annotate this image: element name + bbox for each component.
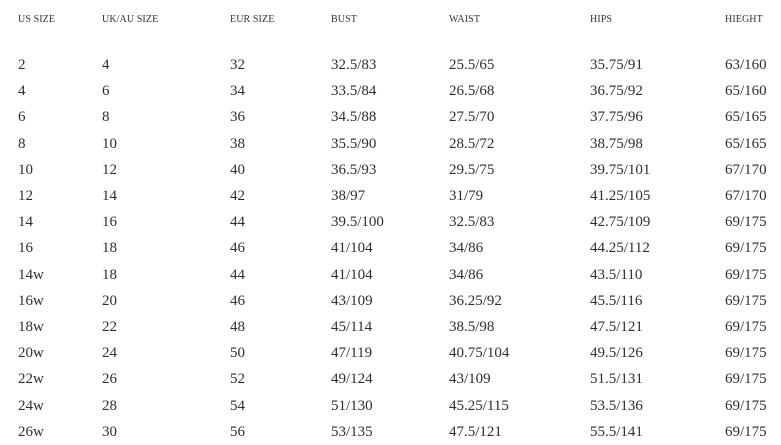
cell-height: 65/165 xyxy=(725,135,767,152)
cell-height: 69/175 xyxy=(725,423,767,440)
cell-uk-au-size: 4 xyxy=(102,57,110,73)
cell-hips: 44.25/112 xyxy=(590,240,650,257)
cell-waist: 34/86 xyxy=(449,266,484,283)
cell-eur-size: 36 xyxy=(230,109,245,126)
cell-waist: 45.25/115 xyxy=(449,397,509,414)
cell-height: 69/175 xyxy=(725,397,767,414)
cell-eur-size: 48 xyxy=(230,319,245,335)
cell-height: 67/170 xyxy=(725,188,767,204)
cell-eur-size: 52 xyxy=(230,371,245,388)
cell-waist: 47.5/121 xyxy=(449,423,502,440)
table-row xyxy=(0,159,781,181)
cell-us-size: 8 xyxy=(18,135,26,152)
cell-waist: 26.5/68 xyxy=(449,83,495,100)
cell-waist: 34/86 xyxy=(449,240,484,257)
cell-height: 69/175 xyxy=(725,345,767,362)
header-bust: BUST xyxy=(331,14,357,25)
cell-bust: 34.5/88 xyxy=(331,109,377,126)
cell-bust: 33.5/84 xyxy=(331,83,377,100)
cell-us-size: 6 xyxy=(18,109,26,126)
table-row xyxy=(0,290,781,312)
cell-hips: 45.5/116 xyxy=(590,292,643,309)
cell-uk-au-size: 30 xyxy=(102,423,117,440)
table-row xyxy=(0,264,781,286)
cell-eur-size: 46 xyxy=(230,292,245,309)
cell-height: 65/160 xyxy=(725,83,767,100)
cell-eur-size: 44 xyxy=(230,266,245,283)
cell-us-size: 16w xyxy=(18,292,44,309)
table-row xyxy=(0,368,781,390)
cell-eur-size: 50 xyxy=(230,345,245,362)
cell-hips: 55.5/141 xyxy=(590,423,643,440)
header-waist: WAIST xyxy=(449,14,481,25)
cell-bust: 35.5/90 xyxy=(331,135,377,152)
cell-height: 69/175 xyxy=(725,292,767,309)
cell-waist: 28.5/72 xyxy=(449,135,495,152)
cell-us-size: 14 xyxy=(18,214,33,231)
cell-eur-size: 54 xyxy=(230,397,245,414)
table-row xyxy=(0,185,781,207)
cell-eur-size: 56 xyxy=(230,423,245,440)
cell-eur-size: 44 xyxy=(230,214,245,231)
cell-hips: 35.75/91 xyxy=(590,57,643,73)
table-row xyxy=(0,316,781,338)
cell-bust: 32.5/83 xyxy=(331,57,377,73)
cell-uk-au-size: 20 xyxy=(102,292,117,309)
cell-bust: 47/119 xyxy=(331,345,373,362)
cell-hips: 41.25/105 xyxy=(590,188,651,204)
header-eur-size: EUR SIZE xyxy=(230,14,275,25)
table-row xyxy=(0,237,781,259)
table-row xyxy=(0,133,781,155)
cell-hips: 49.5/126 xyxy=(590,345,643,362)
cell-us-size: 24w xyxy=(18,397,44,414)
cell-bust: 36.5/93 xyxy=(331,161,377,178)
cell-waist: 29.5/75 xyxy=(449,161,495,178)
cell-uk-au-size: 18 xyxy=(102,240,117,257)
cell-waist: 38.5/98 xyxy=(449,319,495,335)
cell-hips: 42.75/109 xyxy=(590,214,651,231)
cell-us-size: 4 xyxy=(18,83,26,100)
cell-waist: 27.5/70 xyxy=(449,109,495,126)
cell-bust: 43/109 xyxy=(331,292,373,309)
cell-uk-au-size: 12 xyxy=(102,161,117,178)
cell-hips: 51.5/131 xyxy=(590,371,643,388)
cell-hips: 37.75/96 xyxy=(590,109,643,126)
cell-height: 65/165 xyxy=(725,109,767,126)
cell-height: 69/175 xyxy=(725,240,767,257)
cell-uk-au-size: 26 xyxy=(102,371,117,388)
header-us-size: US SIZE xyxy=(18,14,56,25)
cell-us-size: 26w xyxy=(18,423,44,440)
cell-waist: 43/109 xyxy=(449,371,491,388)
cell-height: 63/160 xyxy=(725,57,767,73)
cell-us-size: 22w xyxy=(18,371,44,388)
cell-eur-size: 40 xyxy=(230,161,245,178)
cell-height: 69/175 xyxy=(725,319,767,335)
cell-hips: 36.75/92 xyxy=(590,83,643,100)
table-row xyxy=(0,80,781,102)
table-row xyxy=(0,54,781,76)
cell-eur-size: 46 xyxy=(230,240,245,257)
table-row xyxy=(0,211,781,233)
cell-uk-au-size: 22 xyxy=(102,319,117,335)
cell-uk-au-size: 14 xyxy=(102,188,117,204)
header-uk-au-size: UK/AU SIZE xyxy=(102,14,159,25)
cell-bust: 53/135 xyxy=(331,423,373,440)
cell-uk-au-size: 8 xyxy=(102,109,110,126)
cell-us-size: 14w xyxy=(18,266,44,283)
cell-height: 69/175 xyxy=(725,266,767,283)
cell-hips: 53.5/136 xyxy=(590,397,643,414)
cell-eur-size: 34 xyxy=(230,83,245,100)
cell-bust: 51/130 xyxy=(331,397,373,414)
cell-waist: 32.5/83 xyxy=(449,214,495,231)
cell-uk-au-size: 18 xyxy=(102,266,117,283)
cell-bust: 41/104 xyxy=(331,240,373,257)
table-row xyxy=(0,106,781,128)
cell-hips: 39.75/101 xyxy=(590,161,651,178)
cell-us-size: 12 xyxy=(18,188,33,204)
table-row xyxy=(0,395,781,417)
cell-bust: 38/97 xyxy=(331,188,366,204)
cell-height: 67/170 xyxy=(725,161,767,178)
cell-hips: 43.5/110 xyxy=(590,266,643,283)
cell-hips: 38.75/98 xyxy=(590,135,643,152)
cell-uk-au-size: 16 xyxy=(102,214,117,231)
cell-bust: 41/104 xyxy=(331,266,373,283)
header-height: HIEGHT xyxy=(725,14,763,25)
cell-us-size: 18w xyxy=(18,319,44,335)
cell-us-size: 10 xyxy=(18,161,33,178)
cell-hips: 47.5/121 xyxy=(590,319,643,335)
header-hips: HIPS xyxy=(590,14,613,25)
cell-eur-size: 42 xyxy=(230,188,245,204)
cell-bust: 49/124 xyxy=(331,371,373,388)
cell-us-size: 20w xyxy=(18,345,44,362)
cell-eur-size: 32 xyxy=(230,57,245,73)
cell-bust: 45/114 xyxy=(331,319,373,335)
cell-waist: 25.5/65 xyxy=(449,57,495,73)
table-header-row xyxy=(0,13,781,35)
cell-height: 69/175 xyxy=(725,371,767,388)
cell-us-size: 16 xyxy=(18,240,33,257)
cell-us-size: 2 xyxy=(18,57,26,73)
cell-waist: 31/79 xyxy=(449,188,484,204)
cell-uk-au-size: 28 xyxy=(102,397,117,414)
cell-uk-au-size: 24 xyxy=(102,345,117,362)
cell-uk-au-size: 10 xyxy=(102,135,117,152)
cell-height: 69/175 xyxy=(725,214,767,231)
cell-waist: 40.75/104 xyxy=(449,345,510,362)
cell-waist: 36.25/92 xyxy=(449,292,502,309)
table-row xyxy=(0,342,781,364)
cell-bust: 39.5/100 xyxy=(331,214,384,231)
table-row xyxy=(0,421,781,443)
cell-eur-size: 38 xyxy=(230,135,245,152)
cell-uk-au-size: 6 xyxy=(102,83,110,100)
